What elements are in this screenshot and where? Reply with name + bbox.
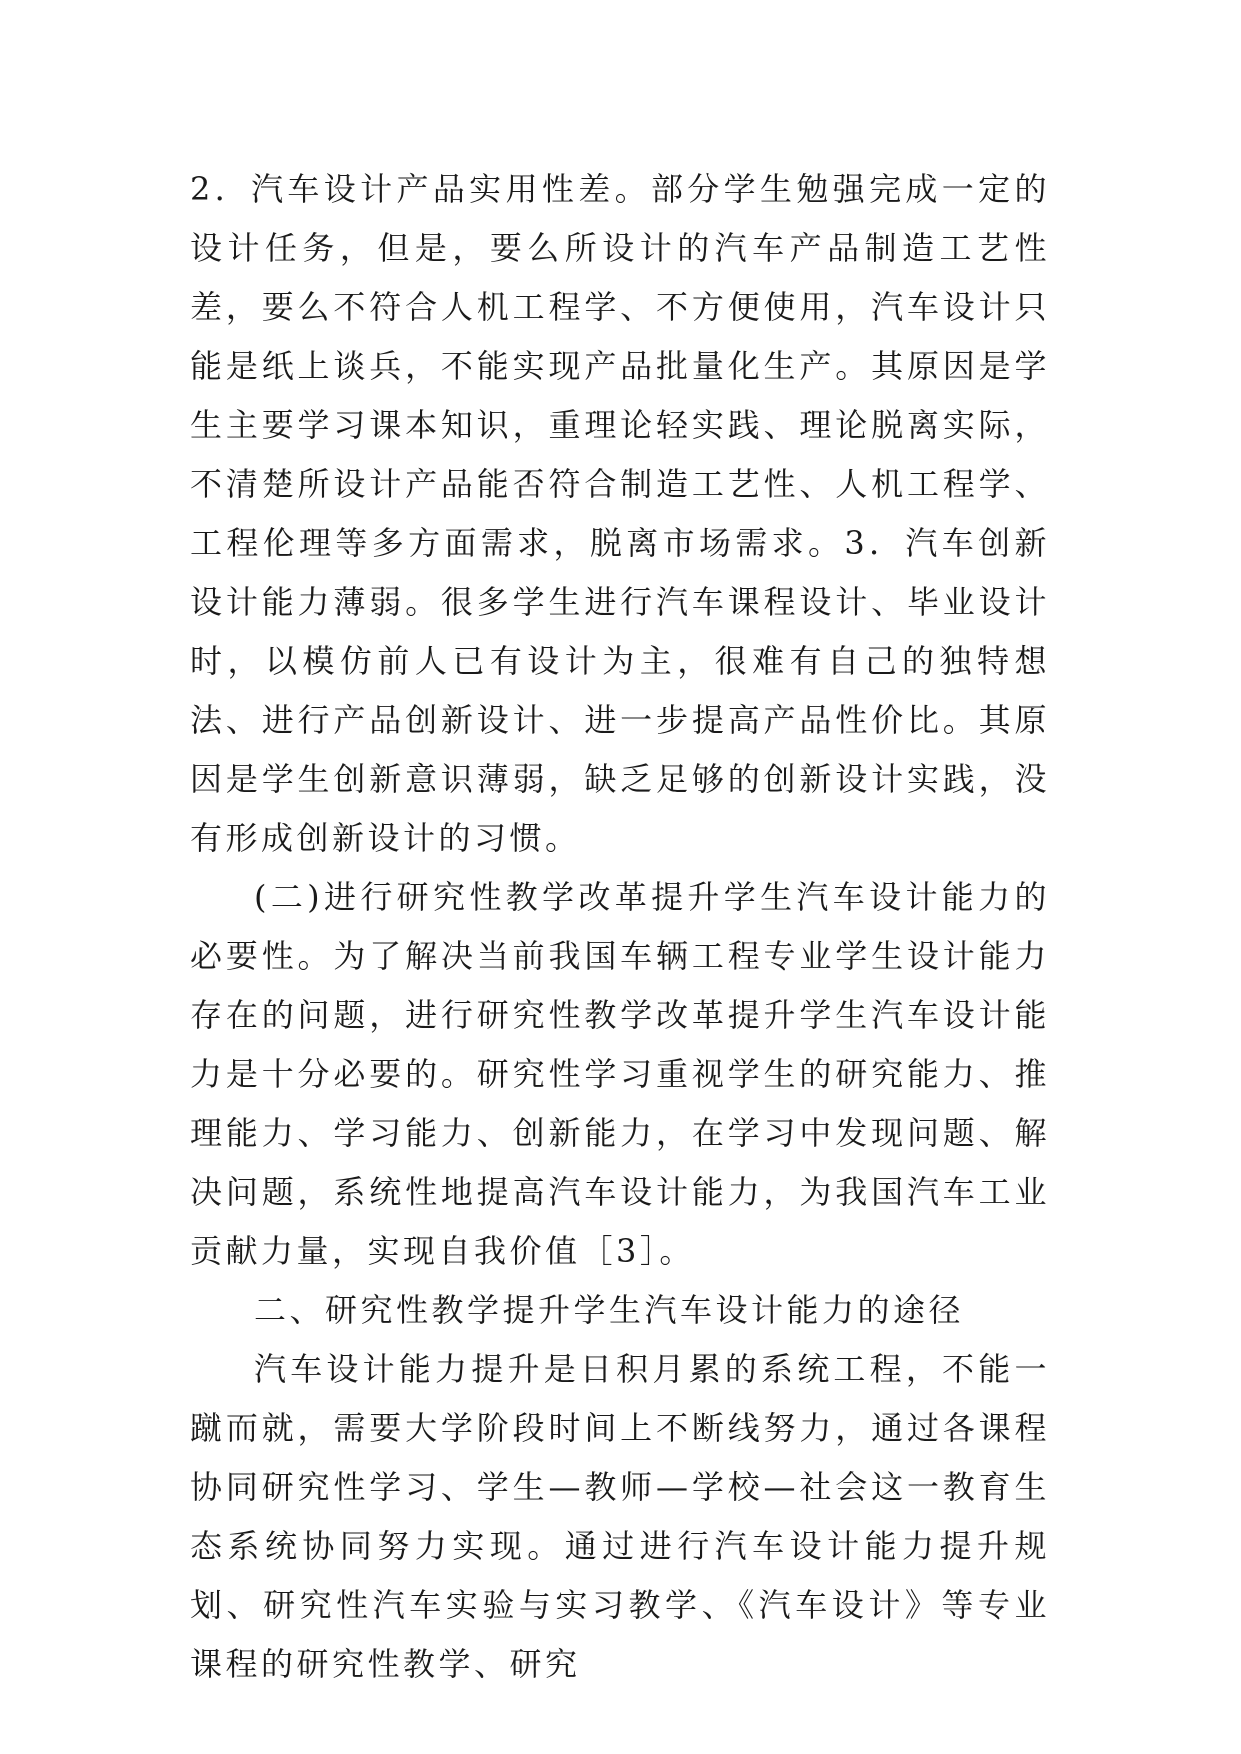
section-heading: 二、研究性教学提升学生汽车设计能力的途径 xyxy=(254,1291,965,1329)
paragraph-necessity: (二)进行研究性教学改革提升学生汽车设计能力的必要性。为了解决当前我国车辆工程专业学生设计能力存在的问题，进行研究性教学改革提升学生汽车设计能力是十分必要的。研究性学习重视学生的研究能力、推理能力、学习能力、创新能力，在学习中发现问题、解决问题，系统性地提高汽车设计能力，为我国汽车工业贡献力量，实现自我价值［3］。 xyxy=(190,878,1050,1270)
document-page xyxy=(190,160,1050,1694)
paragraph-approach: 汽车设计能力提升是日积月累的系统工程，不能一蹴而就，需要大学阶段时间上不断线努力，通过各课程协同研究性学习、学生—教师—学校—社会这一教育生态系统协同努力实现。通过进行汽车设计能力提升规划、研究性汽车实验与实习教学、《汽车设计》等专业课程的研究性教学、研究 xyxy=(190,1350,1050,1683)
paragraph-design-problems: 2．汽车设计产品实用性差。部分学生勉强完成一定的设计任务，但是，要么所设计的汽车产品制造工艺性差，要么不符合人机工程学、不方便使用，汽车设计只能是纸上谈兵，不能实现产品批量化生产。其原因是学生主要学习课本知识，重理论轻实践、理论脱离实际，不清楚所设计产品能否符合制造工艺性、人机工程学、工程伦理等多方面需求，脱离市场需求。3．汽车创新设计能力薄弱。很多学生进行汽车课程设计、毕业设计时，以模仿前人已有设计为主，很难有自己的独特想法、进行产品创新设计、进一步提高产品性价比。其原因是学生创新意识薄弱，缺乏足够的创新设计实践，没有形成创新设计的习惯。 xyxy=(190,170,1050,857)
